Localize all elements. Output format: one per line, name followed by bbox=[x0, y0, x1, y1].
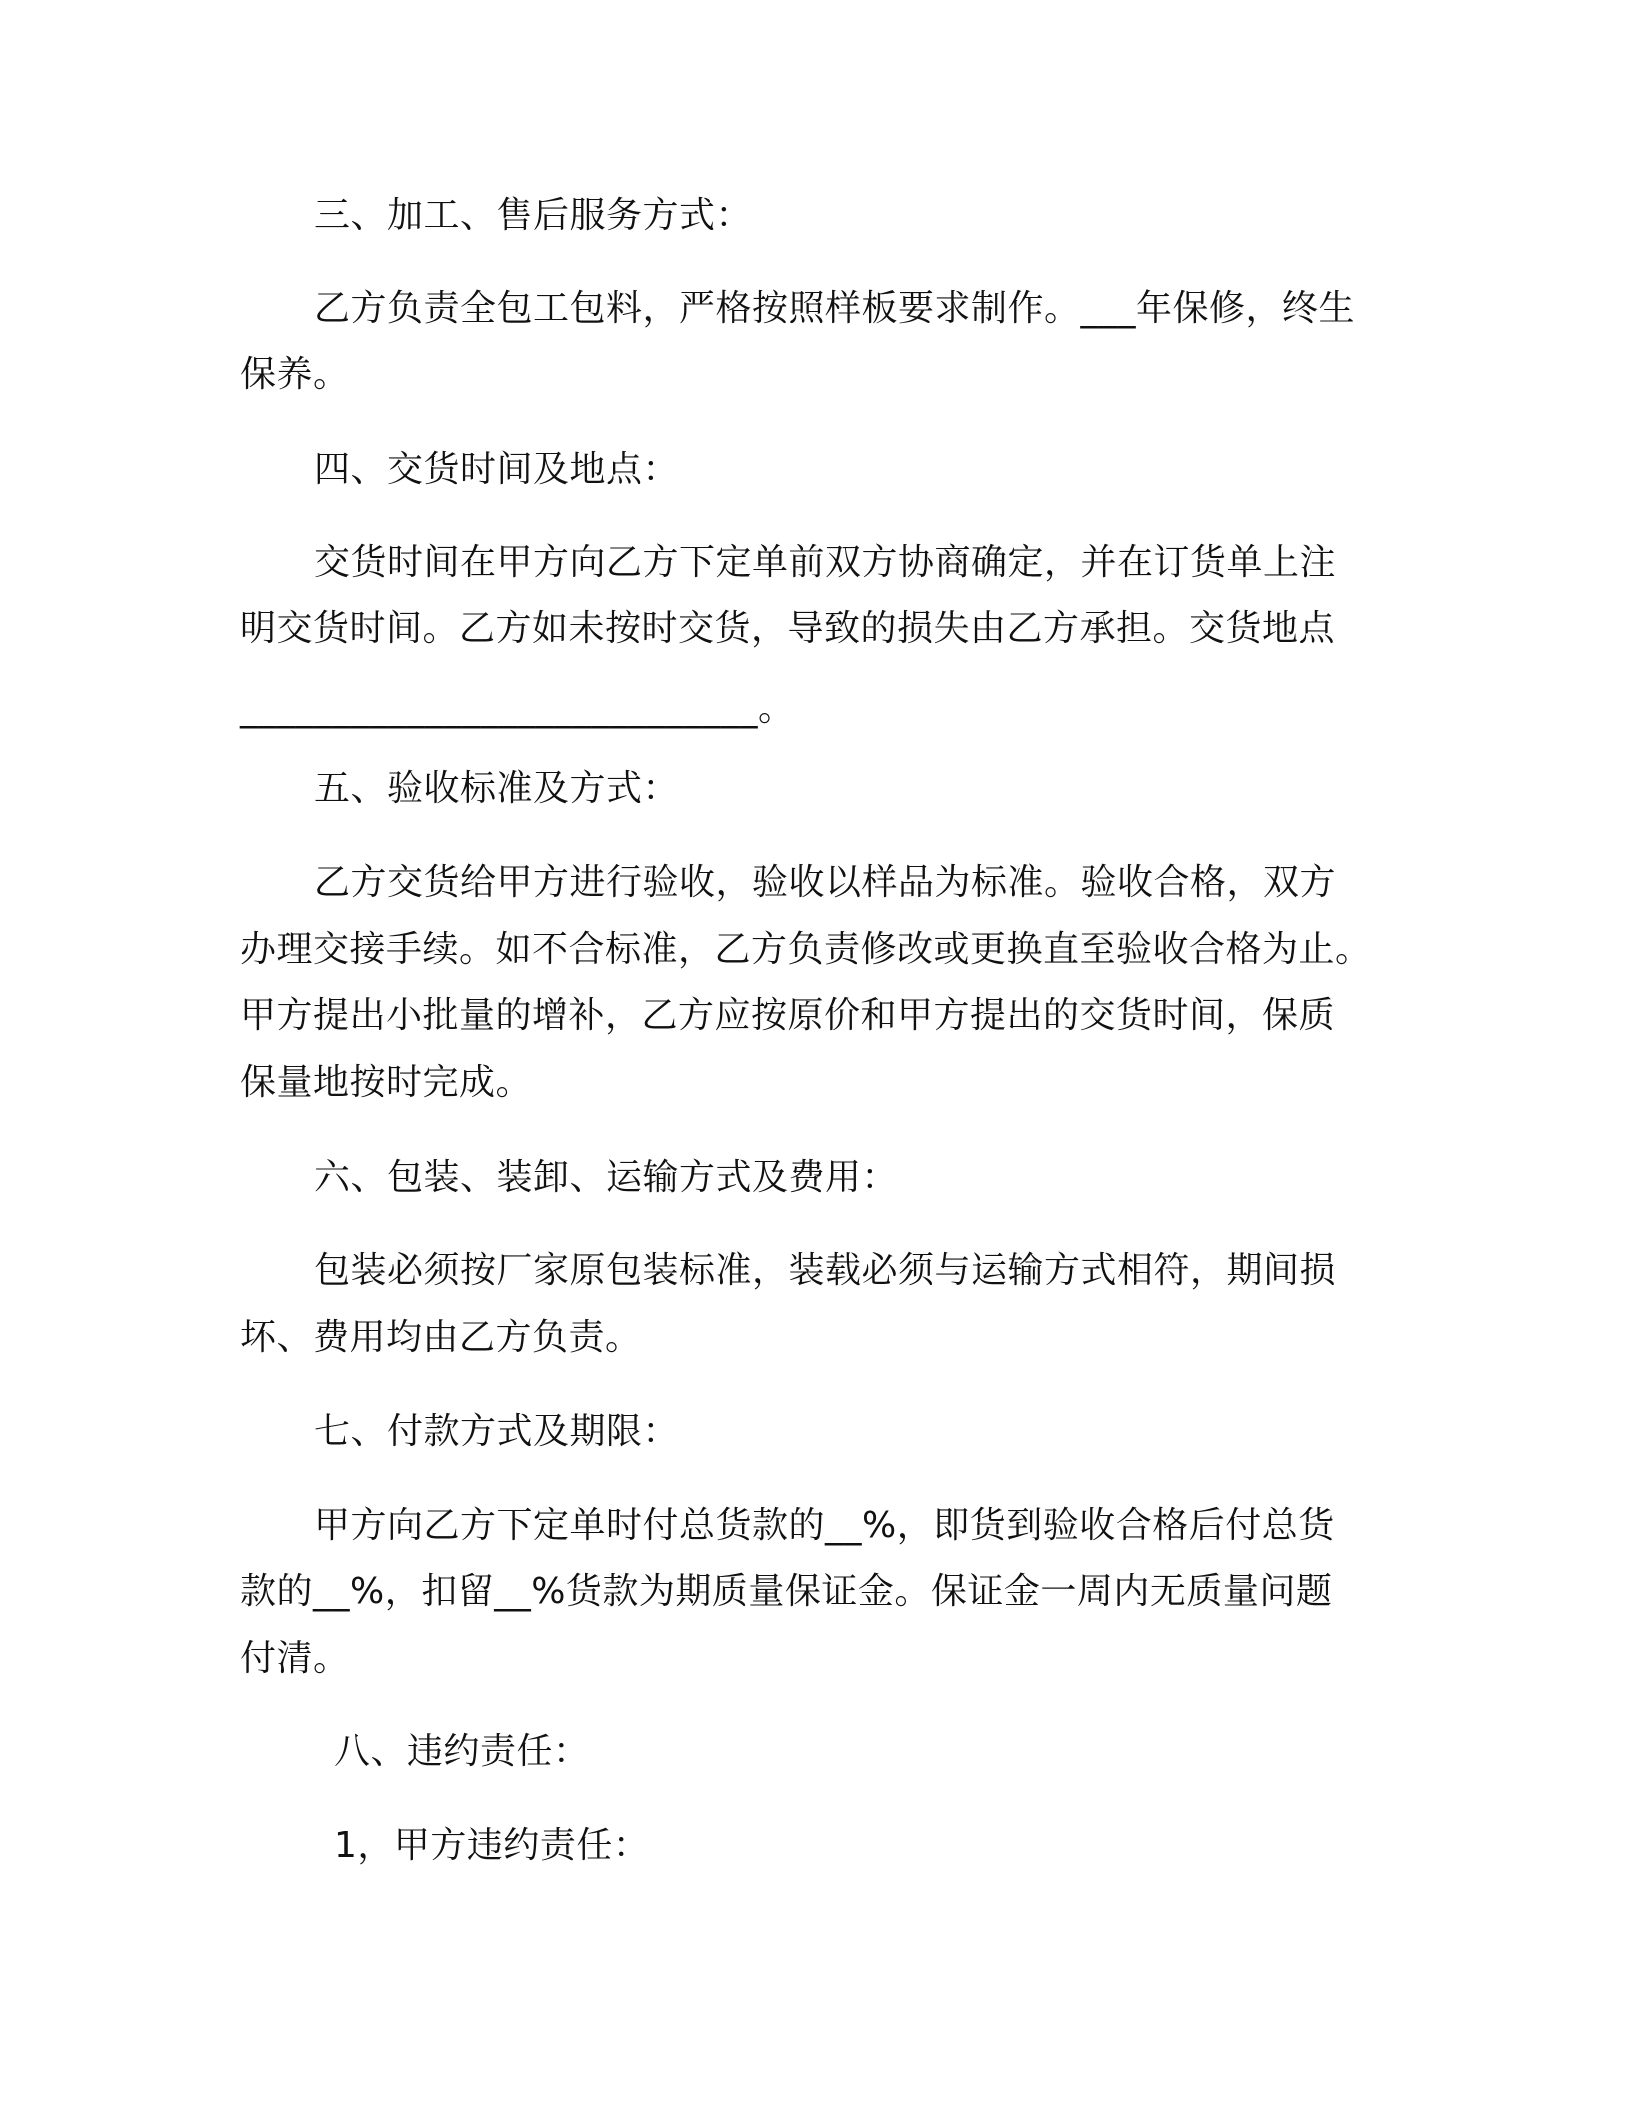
section-6-body-line-2: 坏、费用均由乙方负责。 bbox=[240, 1317, 642, 1358]
section-6-heading: 六、包装、装卸、运输方式及费用： bbox=[314, 1157, 899, 1198]
section-5-body-line-4: 保量地按时完成。 bbox=[240, 1062, 533, 1103]
section-7-heading: 七、付款方式及期限： bbox=[314, 1411, 680, 1452]
section-3-body-line-1: 乙方负责全包工包料，严格按照样板要求制作。___年保修，终生 bbox=[314, 288, 1356, 329]
section-5-body-line-2: 办理交接手续。如不合标准，乙方负责修改或更换直至验收合格为止。 bbox=[240, 929, 1372, 970]
section-7-body-line-1: 甲方向乙方下定单时付总货款的__%，即货到验收合格后付总货 bbox=[314, 1505, 1335, 1546]
section-5-heading: 五、验收标准及方式： bbox=[314, 768, 680, 809]
section-4-body-line-2: 明交货时间。乙方如未按时交货，导致的损失由乙方承担。交货地点 bbox=[240, 608, 1336, 649]
section-6-body-line-1: 包装必须按厂家原包装标准，装载必须与运输方式相符，期间损 bbox=[314, 1250, 1337, 1291]
section-3-heading: 三、加工、售后服务方式： bbox=[314, 195, 753, 236]
section-4-body-line-1: 交货时间在甲方向乙方下定单前双方协商确定，并在订货单上注 bbox=[314, 542, 1337, 583]
section-3-body-line-2: 保养。 bbox=[240, 354, 350, 395]
section-4-body-line-3: ____________________________。 bbox=[240, 688, 795, 729]
section-8-item-1: 1，甲方违约责任： bbox=[334, 1825, 650, 1866]
section-8-heading: 八、违约责任： bbox=[334, 1731, 590, 1772]
section-5-body-line-3: 甲方提出小批量的增补，乙方应按原价和甲方提出的交货时间，保质 bbox=[240, 995, 1336, 1036]
section-5-body-line-1: 乙方交货给甲方进行验收，验收以样品为标准。验收合格，双方 bbox=[314, 862, 1337, 903]
section-7-body-line-3: 付清。 bbox=[240, 1638, 350, 1679]
section-4-heading: 四、交货时间及地点： bbox=[314, 449, 680, 490]
section-7-body-line-2: 款的__%，扣留__%货款为期质量保证金。保证金一周内无质量问题 bbox=[240, 1571, 1333, 1612]
